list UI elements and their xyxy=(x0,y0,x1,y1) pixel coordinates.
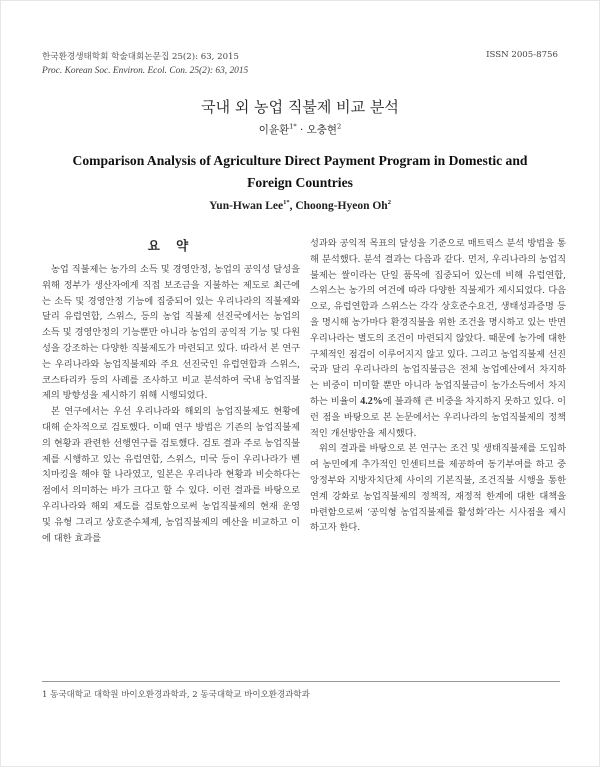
author-2-en-affil: 2 xyxy=(387,199,391,206)
paper-title-en: Comparison Analysis of Agriculture Direct Payment Program in Domestic and Foreign Countries xyxy=(72,153,528,190)
abstract-heading: 요 약 xyxy=(147,238,195,253)
authors-ko xyxy=(0,122,600,137)
issn: ISSN 2005-8756 xyxy=(486,50,558,60)
abstract-paragraph-3: 위의 결과를 바탕으로 본 연구는 조건 및 생태직불제를 도입하여 농민에게 추가적인 인센티브를 제공하여 동기부여를 하고 중앙정부와 지방자치단체 사이의 기본직불, 조건직불 시행을 통한 연계 강화로 농업직불제의 정책적, 재정적 한계에 대한 대책을 마련함으로써 ‘공익형 농업직불제를 활성화’라는 시사점을 제시하고자 한다. xyxy=(310,443,566,534)
abstract-paragraph-1: 농업 직불제는 농가의 소득 및 경영안정, 농업의 공익성 달성을 위해 정부가 생산자에게 직접 보조금을 지불하는 제도로 최근에는 소득 및 경영안정 기능에 집중되어 있는 우리나라의 직불제와 달리 유럽연합, 스위스, 등의 농업 직불제 선진국에서는 농업의 소득 및 경영안정의 기능뿐만 아니라 농업의 공익적 기능 및 다원성을 강조하는 다양한 직불제도가 마련되고 있다. 따라서 본 연구는 우리나라와 농업직불제와 주요 선진국인 유럽연합과 스위스, 코스타리카 등의 사례를 조사하고 비교 분석하여 국내 농업직불제의 방향성을 제시하기 위해 시행되었다. xyxy=(42,264,300,402)
income-share-percent: 4.2% xyxy=(360,395,383,407)
author-2-ko: 오충현 xyxy=(306,124,338,136)
footnote-divider xyxy=(42,681,560,682)
author-separator-en: , xyxy=(289,199,296,212)
journal-citation-en: Proc. Korean Soc. Environ. Ecol. Con. 25(2): 63, 2015 xyxy=(42,66,249,76)
journal-header xyxy=(42,50,248,78)
author-1-ko-affil: 1* xyxy=(289,122,297,131)
abstract-paragraph-2-continued xyxy=(310,236,566,441)
abstract-left-column xyxy=(42,262,300,546)
author-1-ko: 이윤환 xyxy=(258,124,290,136)
author-2-ko-affil: 2 xyxy=(337,122,342,131)
authors-en xyxy=(0,199,600,212)
abstract-paragraph-2-end: 에 불과해 큰 비중을 차지하지 못하고 있다. 이런 점을 바탕으로 본 논문에서는 우리나라의 농업직불제의 정책적인 개선방안을 제시했다. xyxy=(310,395,567,439)
footnote-affiliations: 1 동국대학교 대학원 바이오환경과학과, 2 동국대학교 바이오환경과학과 xyxy=(42,690,310,700)
author-2-en: Choong-Hyeon Oh xyxy=(295,199,388,212)
author-1-en-affil: 1* xyxy=(283,199,290,206)
abstract-paragraph-2: 본 연구에서는 우선 우리나라와 해외의 농업직불제도 현황에 대해 순차적으로 검토했다. 이때 연구 방법은 기존의 농업직불제의 현황과 관련한 선행연구를 검토했다. 검토 결과 주로 농업직불제를 시행하고 있는 유럽연합, 스위스, 미국 등이 우리나라가 벤치마킹을 해야 할 나라였고, 일본은 우리나라 현황과 비슷하다는 점에서 의미하는 바가 크다고 할 수 있다. 이런 결과를 바탕으로 우리나라와 해외 제도를 검토함으로써 농업직불제의 현재 운영 및 유형 그리고 상호준수체계, 농업직불제의 예산을 비교하고 이에 대한 효과를 xyxy=(42,406,300,544)
abstract-paragraph-2-continued-text: 성과와 공익적 목표의 달성을 기준으로 매트릭스 분석 방법을 통해 분석했다. 분석 결과는 다음과 같다. 먼저, 우리나라의 농업직불제는 쌀이라는 단일 품목에 집중되어 있는데 비해 유럽연합, 스위스는 농가의 여건에 따라 다양한 직불제가 제시되었다. 다음으로, 유럽연합과 스위스는 각각 상호준수요건, 생태성과증명 등을 명시해 농가마다 환경직불을 위한 조건을 명시하고 있는 반면 우리나라는 별도의 조건이 마련되지 않았다. 때문에 농가에 대한 구체적인 점검이 이루어지지 않고 있다. 그리고 농업직불제 선진국과 달리 우리나라의 농업직불금은 전체 농업예산에서 차지하는 비중이 미미할 뿐만 아니라 농업직불금이 농가소득에서 차지하는 비율이 xyxy=(310,238,566,407)
paper-title-ko: 국내 외 농업 직불제 비교 분석 xyxy=(201,98,399,116)
abstract-right-column xyxy=(310,236,566,536)
author-separator-ko: · xyxy=(296,124,307,136)
author-1-en: Yun-Hwan Lee xyxy=(209,199,284,212)
journal-citation-ko: 한국환경생태학회 학술대회논문집 25(2): 63, 2015 xyxy=(42,52,239,62)
